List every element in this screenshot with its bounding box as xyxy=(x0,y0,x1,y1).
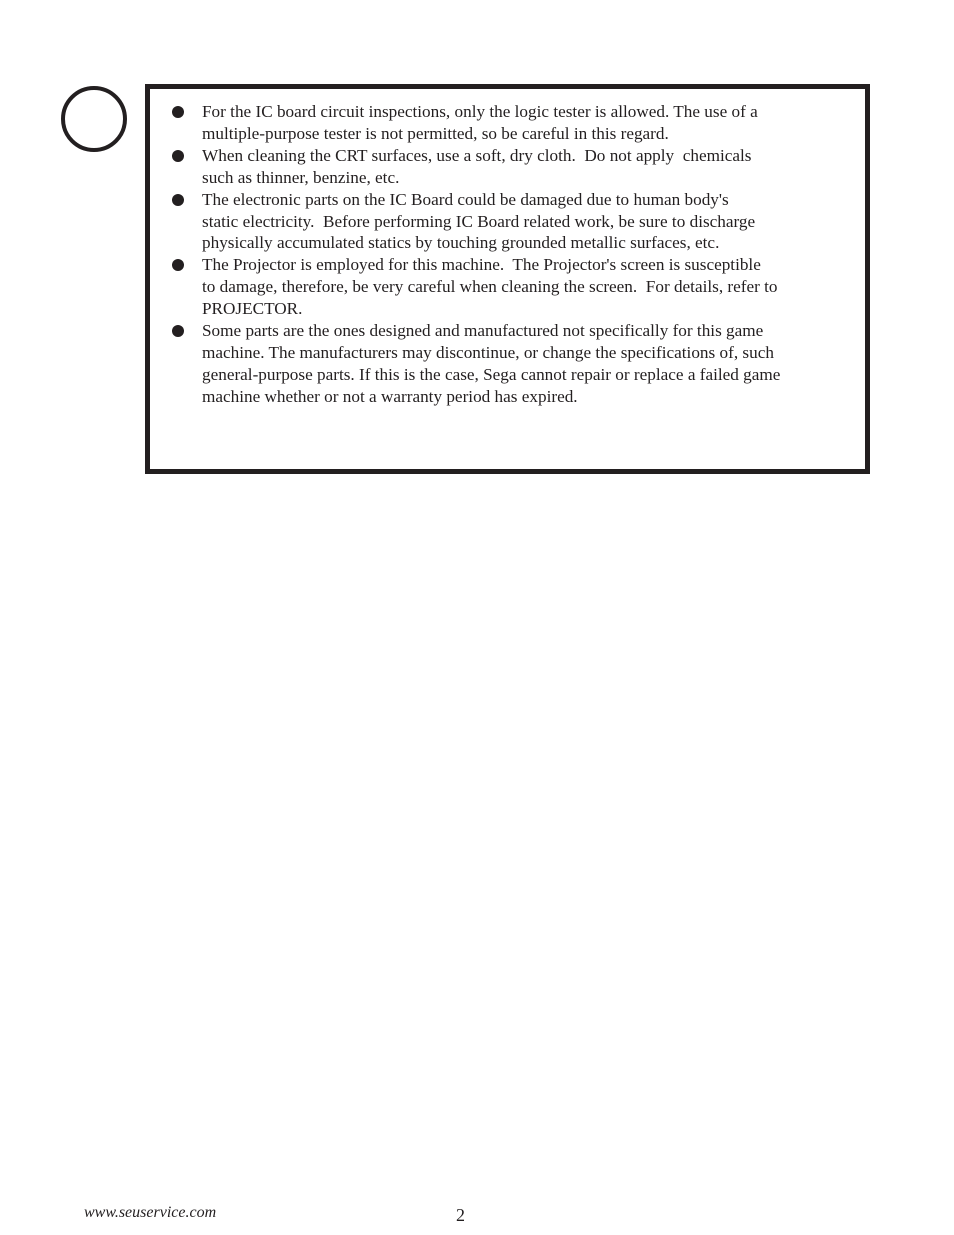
notice-item xyxy=(167,320,847,408)
footer-url: www.seuservice.com xyxy=(84,1204,217,1221)
notice-line: machine whether or not a warranty period has expired. xyxy=(202,386,578,406)
notice-item xyxy=(167,145,847,189)
notice-line: The Projector is employed for this machine. The Projector's screen is susceptible xyxy=(202,255,761,275)
page-number: 2 xyxy=(456,1205,465,1225)
notice-list xyxy=(167,101,847,408)
notice-line: multiple-purpose tester is not permitted, so be careful in this regard. xyxy=(202,123,669,143)
bullet-dot-icon xyxy=(172,259,184,271)
notice-item xyxy=(167,101,847,145)
notice-item xyxy=(167,189,847,255)
bullet-dot-icon xyxy=(172,150,184,162)
notice-line: PROJECTOR. xyxy=(202,299,303,319)
notice-line: general-purpose parts. If this is the case, Sega cannot repair or replace a failed game xyxy=(202,364,781,384)
notice-line: to damage, therefore, be very careful when cleaning the screen. For details, refer to xyxy=(202,277,778,297)
notice-line: Some parts are the ones designed and manufactured not specifically for this game xyxy=(202,321,764,341)
bullet-dot-icon xyxy=(172,325,184,337)
notice-line: physically accumulated statics by touching grounded metallic surfaces, etc. xyxy=(202,233,720,253)
notice-line: static electricity. Before performing IC Board related work, be sure to discharge xyxy=(202,211,756,231)
bullet-dot-icon xyxy=(172,194,184,206)
bullet-dot-icon xyxy=(172,106,184,118)
notice-line: When cleaning the CRT surfaces, use a soft, dry cloth. Do not apply chemicals xyxy=(202,145,752,165)
notice-line: For the IC board circuit inspections, only the logic tester is allowed. The use of a xyxy=(202,102,758,121)
notice-line: such as thinner, benzine, etc. xyxy=(202,167,400,187)
notice-line: The electronic parts on the IC Board could be damaged due to human body's xyxy=(202,189,729,209)
circle-icon xyxy=(61,86,127,152)
notice-box xyxy=(145,84,870,474)
notice-item xyxy=(167,254,847,320)
notice-line: machine. The manufacturers may discontinue, or change the specifications of, such xyxy=(202,342,774,362)
